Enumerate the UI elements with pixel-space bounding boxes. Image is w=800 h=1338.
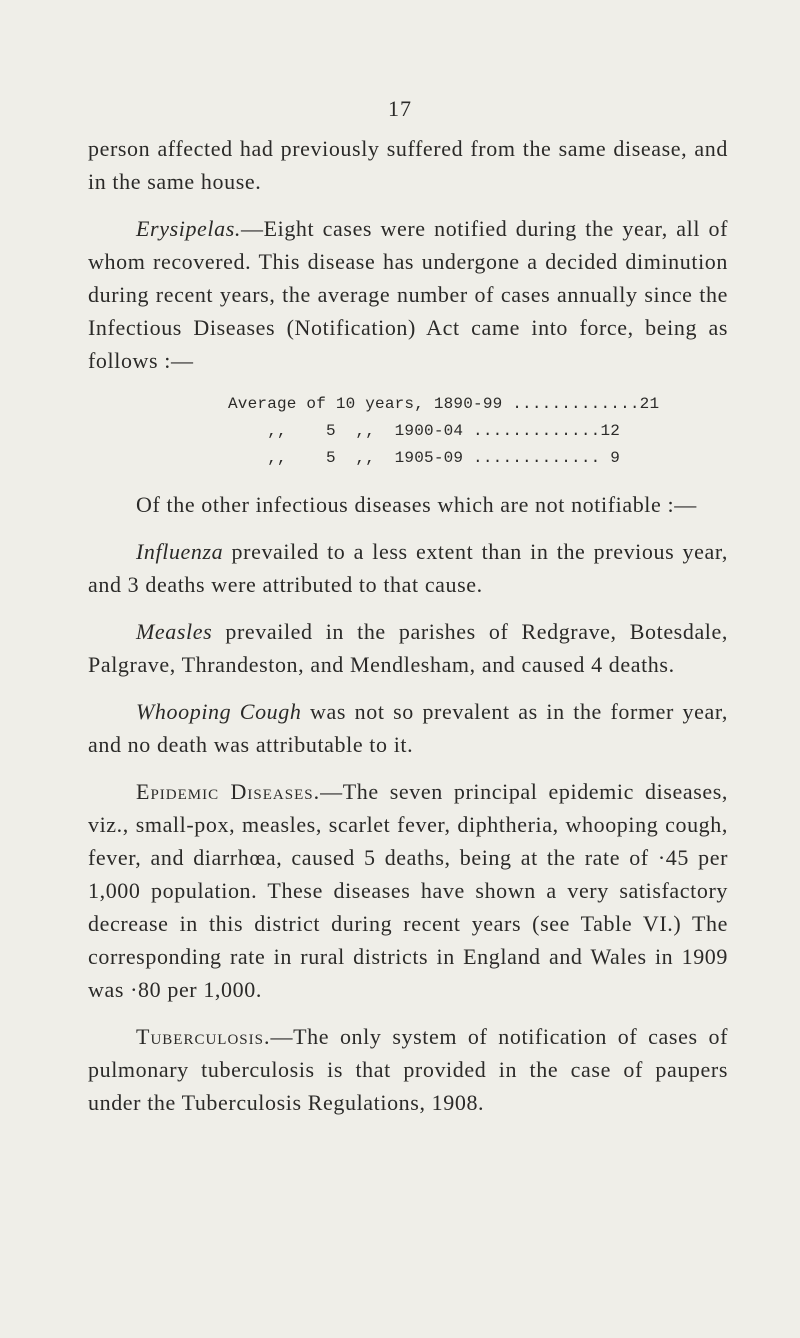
erysipelas-heading: Erysipelas. bbox=[136, 216, 241, 241]
epidemic-diseases-heading: Epidemic Diseases. bbox=[136, 779, 321, 804]
measles-heading: Measles bbox=[136, 619, 213, 644]
averages-label: Average of 10 years, 1890-99 bbox=[228, 395, 513, 413]
averages-leader: ............. bbox=[473, 422, 601, 440]
paragraph-erysipelas bbox=[88, 212, 728, 377]
paragraph-continuation bbox=[88, 132, 728, 198]
paragraph-whooping-cough bbox=[88, 695, 728, 761]
averages-leader: ............. bbox=[473, 449, 601, 467]
influenza-text: prevailed to a less extent than in the previous year, and 3 deaths were attributed to that cause. bbox=[88, 539, 728, 597]
epidemic-diseases-text: —The seven principal epidemic diseases, viz., small-pox, measles, scarlet fever, diphtheria, whooping cough, fever, and diarrhœa, caused 5 deaths, being at the rate of ·45 per 1,000 population. These diseases have shown a very satisfactory decrease in this district during recent years (see Table VI.) The corresponding rate in rural districts in England and Wales in 1909 was ·80 per 1,000. bbox=[88, 779, 728, 1002]
paragraph-tuberculosis bbox=[88, 1020, 728, 1119]
erysipelas-text: —Eight cases were notified during the year, all of whom recovered. This disease has undergone a decided diminution during recent years, the average number of cases annually since the Infectious Diseases (Notification) Act came into force, being as follows :— bbox=[88, 216, 728, 373]
averages-leader: ............. bbox=[512, 395, 640, 413]
tuberculosis-heading: Tuberculosis. bbox=[136, 1024, 271, 1049]
page-number: 17 bbox=[388, 96, 412, 121]
averages-table bbox=[228, 391, 728, 472]
tuberculosis-text: —The only system of notification of cases of pulmonary tuberculosis is that provided in the case of paupers under the Tuberculosis Regulations, 1908. bbox=[88, 1024, 728, 1115]
averages-row bbox=[228, 391, 728, 418]
whooping-cough-text: was not so prevalent as in the former year, and no death was attributable to it. bbox=[88, 699, 728, 757]
averages-row bbox=[228, 418, 728, 445]
paragraph-influenza bbox=[88, 535, 728, 601]
measles-text: prevailed in the parishes of Redgrave, Botesdale, Palgrave, Thrandeston, and Mendlesham, and caused 4 deaths. bbox=[88, 619, 728, 677]
paragraph-other-diseases bbox=[88, 488, 728, 521]
paragraph-epidemic-diseases bbox=[88, 775, 728, 1006]
document-body bbox=[88, 132, 728, 1133]
averages-row bbox=[228, 445, 728, 472]
paragraph-measles bbox=[88, 615, 728, 681]
paragraph-text: person affected had previously suffered from the same disease, and in the same house. bbox=[88, 136, 728, 194]
averages-label: ,, 5 ,, 1905-09 bbox=[228, 449, 474, 467]
averages-value: 12 bbox=[600, 422, 621, 440]
averages-value: 9 bbox=[600, 449, 621, 467]
averages-value: 21 bbox=[639, 395, 660, 413]
averages-label: ,, 5 ,, 1900-04 bbox=[228, 422, 474, 440]
influenza-heading: Influenza bbox=[136, 539, 224, 564]
whooping-cough-heading: Whooping Cough bbox=[136, 699, 302, 724]
other-diseases-text: Of the other infectious diseases which are not notifiable :— bbox=[136, 492, 697, 517]
